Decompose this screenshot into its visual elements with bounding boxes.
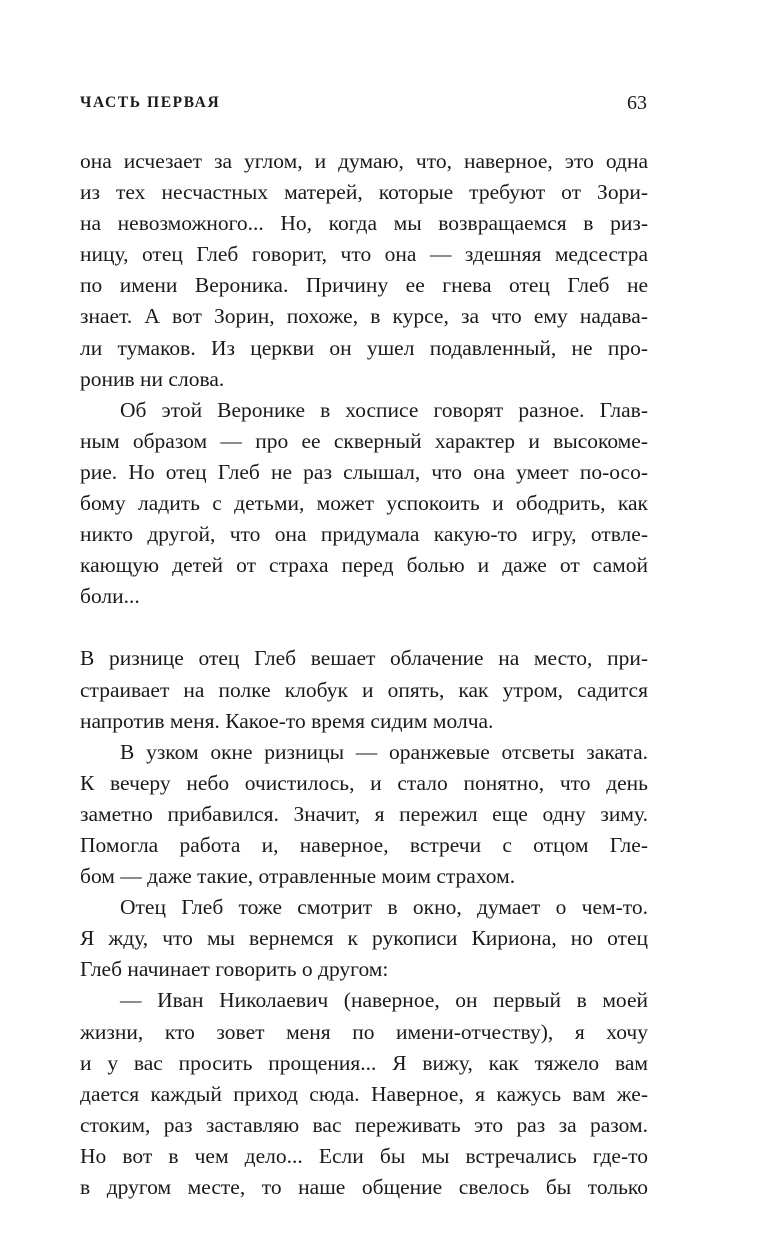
body-text	[80, 146, 648, 1203]
running-head: ЧАСТЬ ПЕРВАЯ	[80, 94, 221, 111]
text-line: заметно прибавился. Значит, я пережил еще одну зиму.	[80, 801, 648, 826]
text-line: ным образом — про ее скверный характер и высокоме-	[80, 428, 648, 453]
text-line: никто другой, что она придумала какую-то игру, отвле-	[80, 522, 648, 547]
text-line: бом — даже такие, отравленные моим страхом.	[80, 864, 516, 889]
text-line: Глеб начинает говорить о другом:	[80, 957, 389, 982]
text-line: ли тумаков. Из церкви он ушел подавленный, не про-	[80, 335, 648, 360]
text-line: Отец Глеб тоже смотрит в окно, думает о чем-то.	[120, 895, 648, 920]
text-line: — Иван Николаевич (наверное, он первый в моей	[120, 988, 648, 1013]
text-line: дается каждый приход сюда. Наверное, я кажусь вам же-	[80, 1081, 648, 1106]
text-line: напротив меня. Какое-то время сидим молча.	[80, 708, 494, 733]
text-line: в другом месте, то наше общение свелось бы только	[80, 1175, 648, 1199]
paragraph	[80, 985, 648, 1203]
paragraph	[80, 146, 648, 395]
paragraph	[80, 737, 648, 892]
text-line: на невозможного... Но, когда мы возвращаемся в риз-	[80, 211, 648, 236]
section-break	[80, 612, 648, 643]
text-line: Я жду, что мы вернемся к рукописи Кириона, но отец	[80, 926, 648, 951]
paragraph	[80, 643, 648, 736]
text-line: боли...	[80, 584, 140, 609]
text-line: стоким, раз заставляю вас переживать это раз за разом.	[80, 1112, 648, 1137]
text-line: К вечеру небо очистилось, и стало понятно, что день	[80, 770, 648, 795]
text-line: страивает на полке клобук и опять, как утром, садится	[80, 677, 648, 702]
text-line: В узком окне ризницы — оранжевые отсветы заката.	[120, 739, 648, 764]
text-line: Об этой Веронике в хосписе говорят разное. Глав-	[120, 397, 648, 422]
text-line: Но вот в чем дело... Если бы мы встречались где-то	[80, 1143, 648, 1168]
text-line: из тех несчастных матерей, которые требуют от Зори-	[80, 180, 648, 205]
text-line: Помогла работа и, наверное, встречи с отцом Гле-	[80, 832, 648, 857]
text-line: жизни, кто зовет меня по имени-отчеству), я хочу	[80, 1019, 648, 1044]
text-line: рие. Но отец Глеб не раз слышал, что она умеет по-осо-	[80, 459, 648, 484]
text-line: она исчезает за углом, и думаю, что, наверное, это одна	[80, 149, 648, 173]
text-line: ницу, отец Глеб говорит, что она — здешняя медсестра	[80, 242, 648, 267]
text-line: В ризнице отец Глеб вешает облачение на место, при-	[80, 646, 648, 671]
paragraph	[80, 892, 648, 985]
page-number: 63	[627, 92, 647, 114]
text-line: бому ладить с детьми, может успокоить и ободрить, как	[80, 491, 648, 516]
text-line: и у вас просить прощения... Я вижу, как тяжело вам	[80, 1050, 648, 1075]
paragraph	[80, 395, 648, 613]
text-line: кающую детей от страха перед болью и даже от самой	[80, 553, 648, 578]
text-line: по имени Вероника. Причину ее гнева отец Глеб не	[80, 273, 648, 298]
text-line: ронив ни слова.	[80, 366, 225, 391]
text-line: знает. А вот Зорин, похоже, в курсе, за что ему надава-	[80, 304, 648, 329]
